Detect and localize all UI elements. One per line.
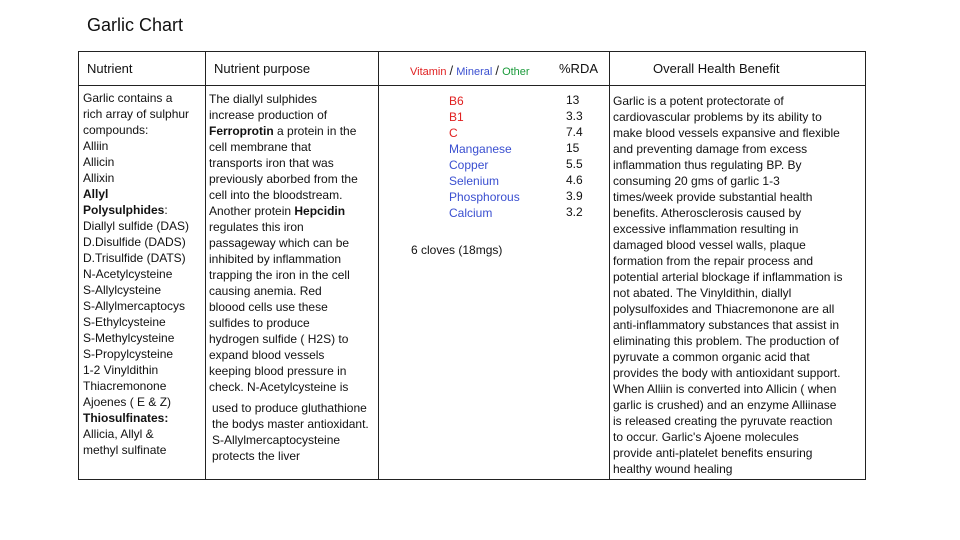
nutrient-name: Copper [449, 158, 489, 172]
benefit-line: formation from the repair process and [613, 254, 814, 268]
purpose-line [209, 299, 381, 315]
purpose-text: a protein in the [273, 124, 357, 138]
nutrient-name: Manganese [449, 142, 512, 156]
benefit-line: eliminating this problem. The production of [613, 334, 839, 348]
compound-line: S-Ethylcysteine [83, 315, 166, 329]
purpose-line [209, 219, 381, 235]
purpose-line: the bodys master antioxidant. [212, 417, 369, 431]
benefit-line: times/week provide substantial health [613, 190, 813, 204]
page-title: Garlic Chart [87, 15, 184, 35]
purpose-text: cell into the bloodstream. [209, 188, 343, 202]
legend-separator: / [495, 63, 499, 78]
col-border-3 [609, 51, 610, 480]
compound-line: Alliin [83, 139, 109, 153]
nutrient-name: B6 [449, 94, 464, 108]
purpose-text: Another protein [209, 204, 295, 218]
compound-line: D.Trisulfide (DATS) [83, 251, 186, 265]
purpose-line [209, 187, 381, 203]
purpose-line [209, 91, 381, 107]
compound-line: S-Allylcysteine [83, 283, 162, 297]
rda-value: 3.2 [566, 205, 583, 219]
rda-list [566, 92, 583, 220]
benefit-line: pyruvate a common organic acid that [613, 350, 810, 364]
purpose-text: transports iron that was [209, 156, 334, 170]
purpose-text: check. N-Acetylcysteine is [209, 380, 349, 394]
benefit-line: anti-inflammatory substances that assist in [613, 318, 840, 332]
purpose-text: inhibited by inflammation [209, 252, 342, 266]
nutrient-list [449, 93, 520, 221]
purpose-text: keeping blood pressure in [209, 364, 347, 378]
compound-line: compounds: [83, 123, 149, 137]
compound-line: Garlic contains a [83, 91, 173, 105]
purpose-text: regulates this iron [209, 220, 304, 234]
compound-line: Allyl [83, 187, 109, 201]
rda-value: 3.3 [566, 109, 583, 123]
compound-line: 1-2 Vinyldithin [83, 363, 159, 377]
benefit-line: benefits. Atherosclerosis caused by [613, 206, 802, 220]
header-divider [78, 85, 866, 86]
col-border-4 [865, 51, 866, 480]
nutrient-column [83, 90, 208, 458]
compound-line: Allixin [83, 171, 115, 185]
purpose-line [209, 139, 381, 155]
compound-line: N-Acetylcysteine [83, 267, 173, 281]
purpose-line [209, 251, 381, 267]
rda-value: 13 [566, 93, 580, 107]
benefit-line: provide anti-platelet benefits ensuring [613, 446, 813, 460]
legend-vitamin: Vitamin [410, 66, 447, 78]
nutrient-name: Calcium [449, 206, 493, 220]
benefit-line: cardiovascular problems by its ability to [613, 110, 822, 124]
compound-line: S-Propylcysteine [83, 347, 174, 361]
benefit-line: Garlic is a potent protectorate of [613, 94, 784, 108]
compound-line: methyl sulfinate [83, 443, 167, 457]
rda-value: 5.5 [566, 157, 583, 171]
compound-line: S-Methylcysteine [83, 331, 175, 345]
purpose-text: expand blood vessels [209, 348, 325, 362]
table-top-border [78, 51, 866, 52]
rda-value: 7.4 [566, 125, 583, 139]
rda-value: 15 [566, 141, 580, 155]
purpose-text: passageway which can be [209, 236, 350, 250]
header-rda: %RDA [559, 61, 599, 76]
compound-line: D.Disulfide (DADS) [83, 235, 186, 249]
legend-other: Other [502, 66, 530, 78]
purpose-line [209, 235, 381, 251]
purpose-text: Hepcidin [294, 204, 346, 218]
purpose-text: causing anemia. Red [209, 284, 322, 298]
header-purpose: Nutrient purpose [214, 61, 311, 76]
benefit-line: excessive inflammation resulting in [613, 222, 799, 236]
compound-line-suffix: : [164, 203, 168, 217]
compound-line: Thiacremonone [83, 379, 167, 393]
purpose-line [209, 155, 381, 171]
benefit-line: provides the body with antioxidant support. [613, 366, 841, 380]
nutrient-name: C [449, 126, 458, 140]
benefit-line: garlic is crushed) and an enzyme Alliinase [613, 398, 837, 412]
benefit-line: polysulfoxides and Thiacremonone are all [613, 302, 835, 316]
purpose-text: Ferroprotin [209, 124, 274, 138]
purpose-line [209, 363, 381, 379]
benefit-line: to occur. Garlic's Ajoene molecules [613, 430, 799, 444]
purpose-line: used to produce gluthathione [212, 401, 367, 415]
rda-value: 3.9 [566, 189, 583, 203]
purpose-line [209, 203, 381, 219]
purpose-line: protects the liver [212, 449, 301, 463]
benefit-line: When Alliin is converted into Allicin ( when [613, 382, 837, 396]
purpose-line [209, 347, 381, 363]
benefit-column [613, 93, 865, 477]
benefit-line: and preventing damage from excess [613, 142, 808, 156]
header-benefit: Overall Health Benefit [653, 61, 780, 76]
nutrient-name: Selenium [449, 174, 500, 188]
compound-line: Thiosulfinates: [83, 411, 169, 425]
purpose-text: The diallyl sulphides [209, 92, 318, 106]
purpose-text: trapping the iron in the cell [209, 268, 350, 282]
purpose-text: bloood cells use these [209, 300, 328, 314]
header-legend [410, 63, 530, 78]
purpose-text: cell membrane that [209, 140, 312, 154]
purpose-line [209, 315, 381, 331]
serving-size: 6 cloves (18mgs) [411, 243, 503, 257]
benefit-line: not abated. The Vinyldithin, diallyl [613, 286, 792, 300]
purpose-text: previously aborbed from the [209, 172, 358, 186]
benefit-line: damaged blood vessel walls, plaque [613, 238, 806, 252]
purpose-line [209, 379, 381, 395]
purpose-column [209, 91, 381, 395]
purpose-column-continued [212, 400, 384, 464]
purpose-line [209, 171, 381, 187]
header-nutrient: Nutrient [87, 61, 133, 76]
purpose-text: increase production of [209, 108, 328, 122]
table-bottom-border [78, 479, 866, 480]
compound-line: Ajoenes ( E & Z) [83, 395, 172, 409]
compound-line: Diallyl sulfide (DAS) [83, 219, 190, 233]
purpose-line: S-Allylmercaptocysteine [212, 433, 341, 447]
nutrient-name: Phosphorous [449, 190, 520, 204]
compound-line: Allicia, Allyl & [83, 427, 154, 441]
nutrient-name: B1 [449, 110, 464, 124]
benefit-line: healthy wound healing [613, 462, 733, 476]
benefit-line: consuming 20 gms of garlic 1-3 [613, 174, 780, 188]
benefit-line: is released creating the pyruvate reaction [613, 414, 833, 428]
compound-line: rich array of sulphur [83, 107, 190, 121]
purpose-line [209, 123, 381, 139]
benefit-line: potential arterial blockage if inflammation is [613, 270, 843, 284]
benefit-line: make blood vessels expansive and flexible [613, 126, 840, 140]
col-border-0 [78, 51, 79, 480]
purpose-line [209, 267, 381, 283]
purpose-text: sulfides to produce [209, 316, 310, 330]
benefit-line: inflammation thus regulating BP. By [613, 158, 802, 172]
purpose-line [209, 107, 381, 123]
legend-separator: / [449, 63, 454, 78]
legend-mineral: Mineral [456, 66, 493, 78]
purpose-line [209, 331, 381, 347]
compound-line: Allicin [83, 155, 115, 169]
purpose-line [209, 283, 381, 299]
compound-line: S-Allylmercaptocys [83, 299, 186, 313]
purpose-text: hydrogen sulfide ( H2S) to [209, 332, 349, 346]
compound-line: Polysulphides: [83, 203, 168, 217]
rda-value: 4.6 [566, 173, 583, 187]
